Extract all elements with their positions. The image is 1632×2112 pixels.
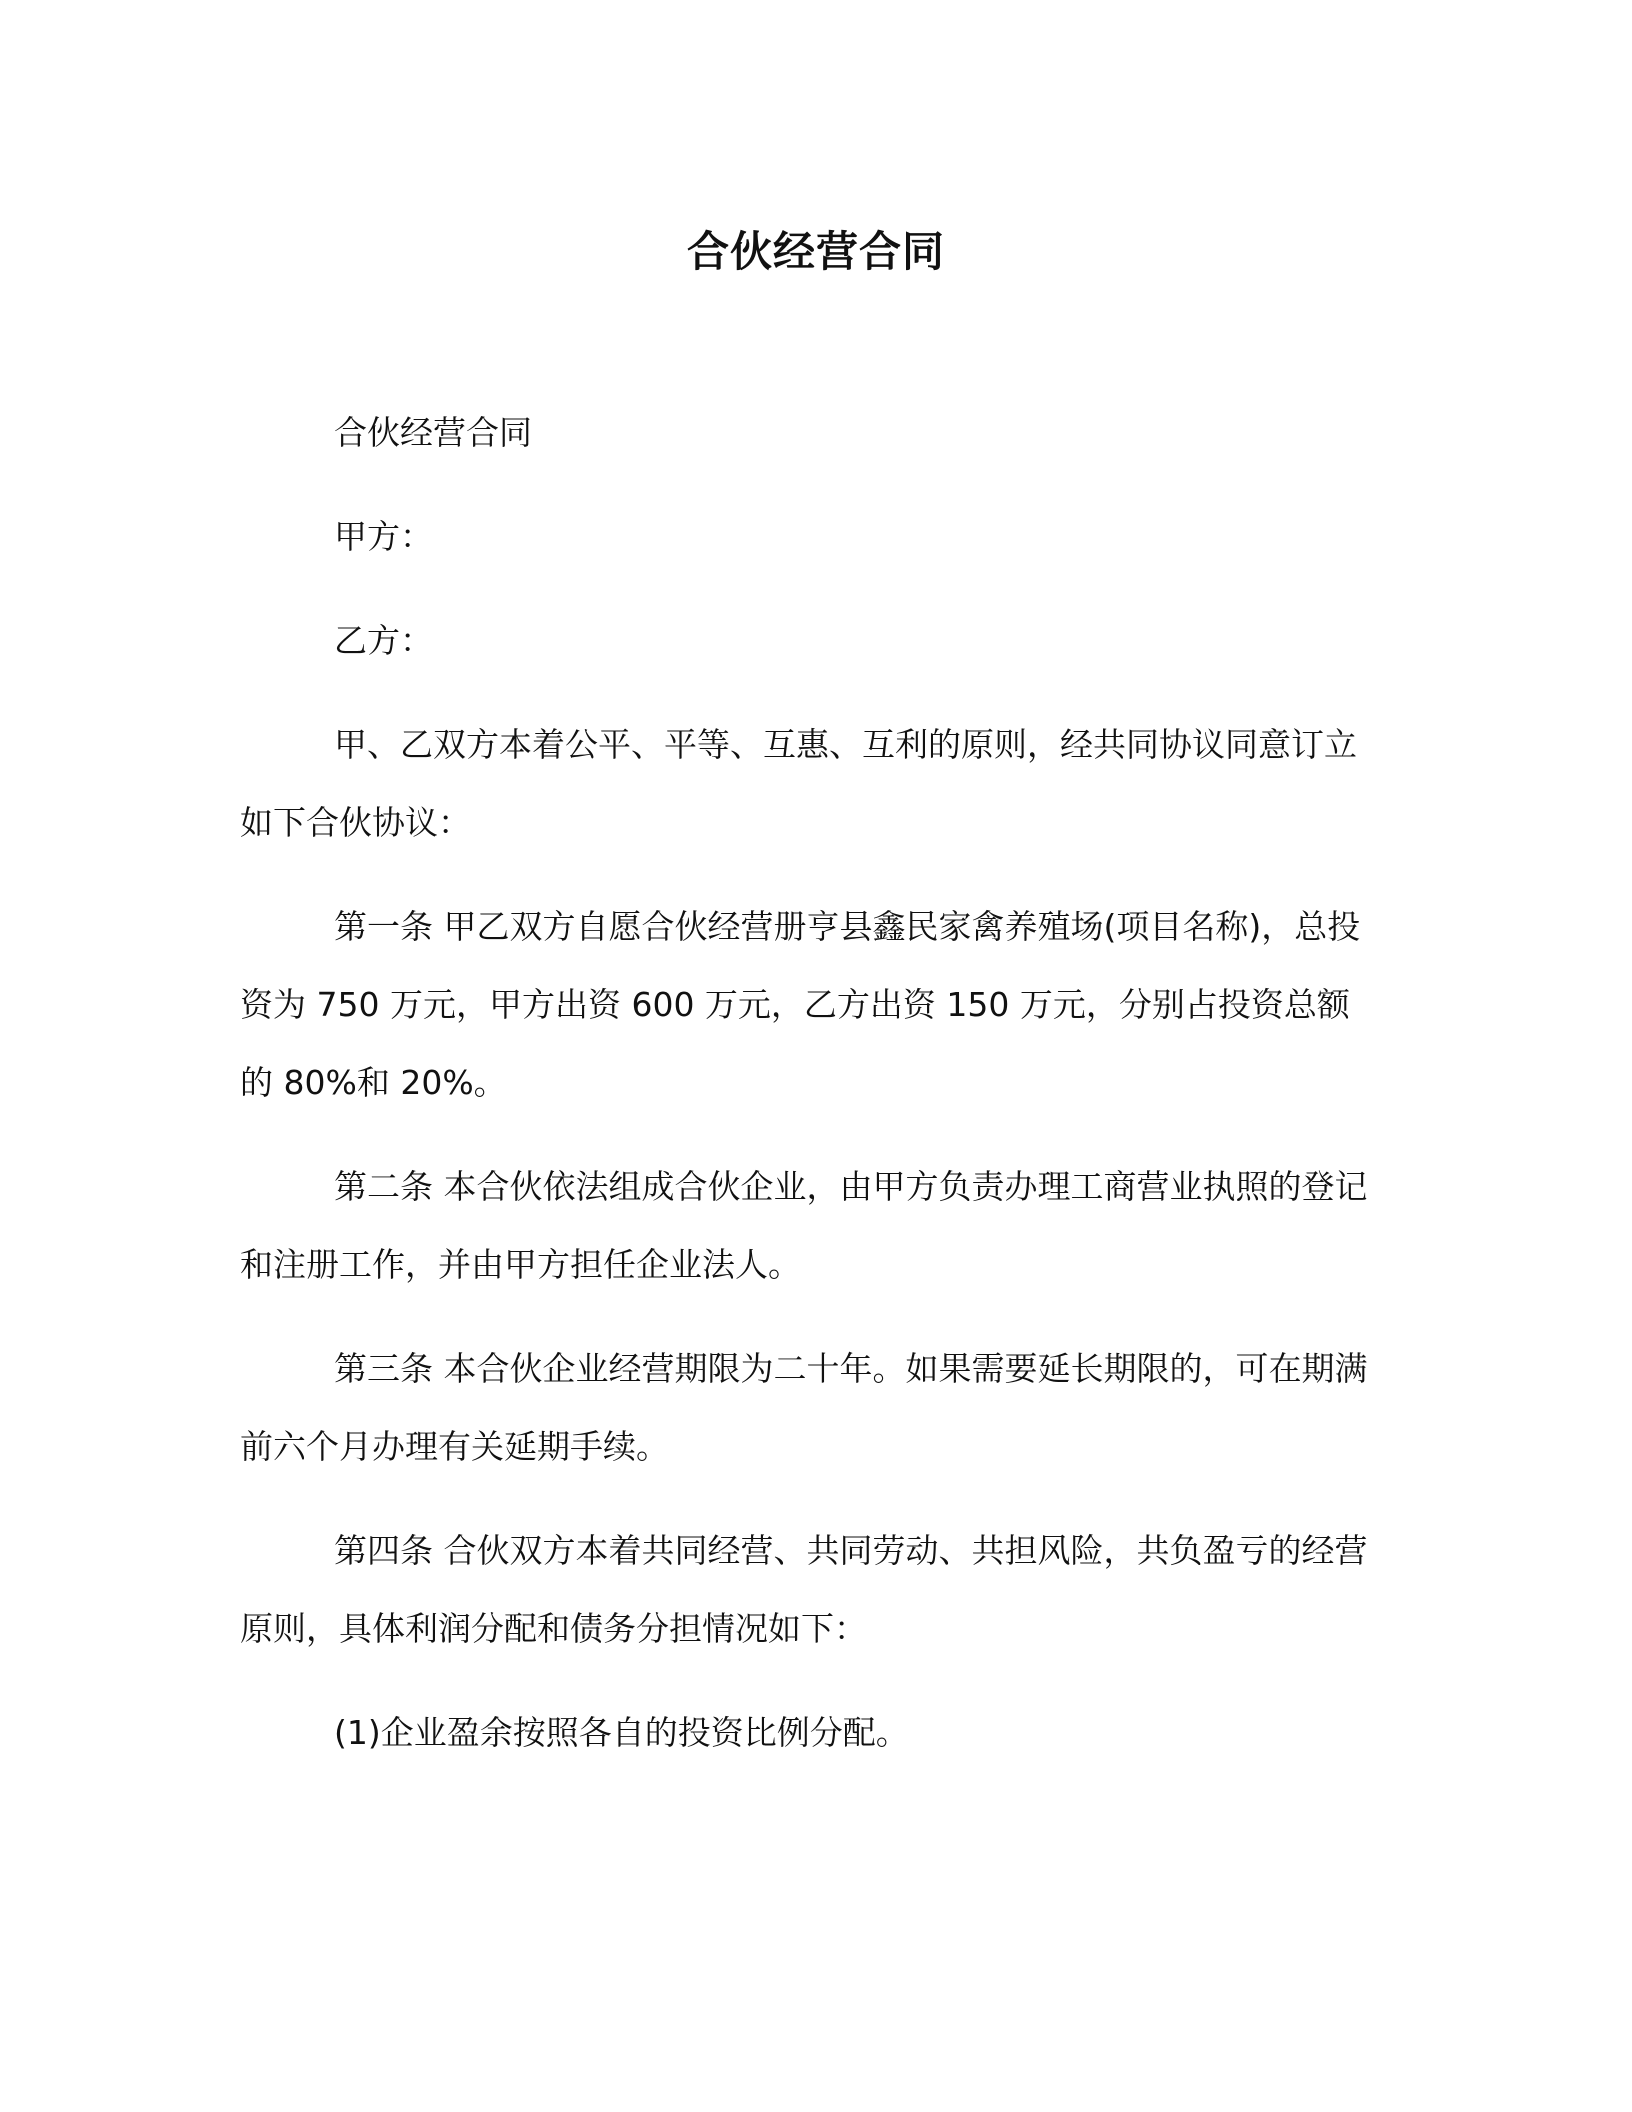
article-2-paragraph: 第二条 本合伙依法组成合伙企业，由甲方负责办理工商营业执照的登记和注册工作，并由甲方担任企业法人。 <box>240 1167 1368 1284</box>
article-3-paragraph: 第三条 本合伙企业经营期限为二十年。如果需要延长期限的，可在期满前六个月办理有关延期手续。 <box>240 1349 1368 1466</box>
party-a-line: 甲方： <box>334 517 433 556</box>
article-1-paragraph: 第一条 甲乙双方自愿合伙经营册亨县鑫民家禽养殖场(项目名称)，总投资为 750 万元，甲方出资 600 万元，乙方出资 150 万元，分别占投资总额的 80%和 20%。 <box>240 907 1361 1102</box>
article-4-paragraph: 第四条 合伙双方本着共同经营、共同劳动、共担风险，共负盈亏的经营原则，具体利润分配和债务分担情况如下： <box>240 1531 1368 1648</box>
preamble-paragraph: 甲、乙双方本着公平、平等、互惠、互利的原则，经共同协议同意订立如下合伙协议： <box>240 725 1357 842</box>
article-4-item-1: (1)企业盈余按照各自的投资比例分配。 <box>334 1713 909 1752</box>
document-title: 合伙经营合同 <box>686 227 945 276</box>
subtitle-paragraph: 合伙经营合同 <box>334 413 532 452</box>
party-b-line: 乙方： <box>334 621 433 660</box>
document-body <box>240 394 1382 1798</box>
